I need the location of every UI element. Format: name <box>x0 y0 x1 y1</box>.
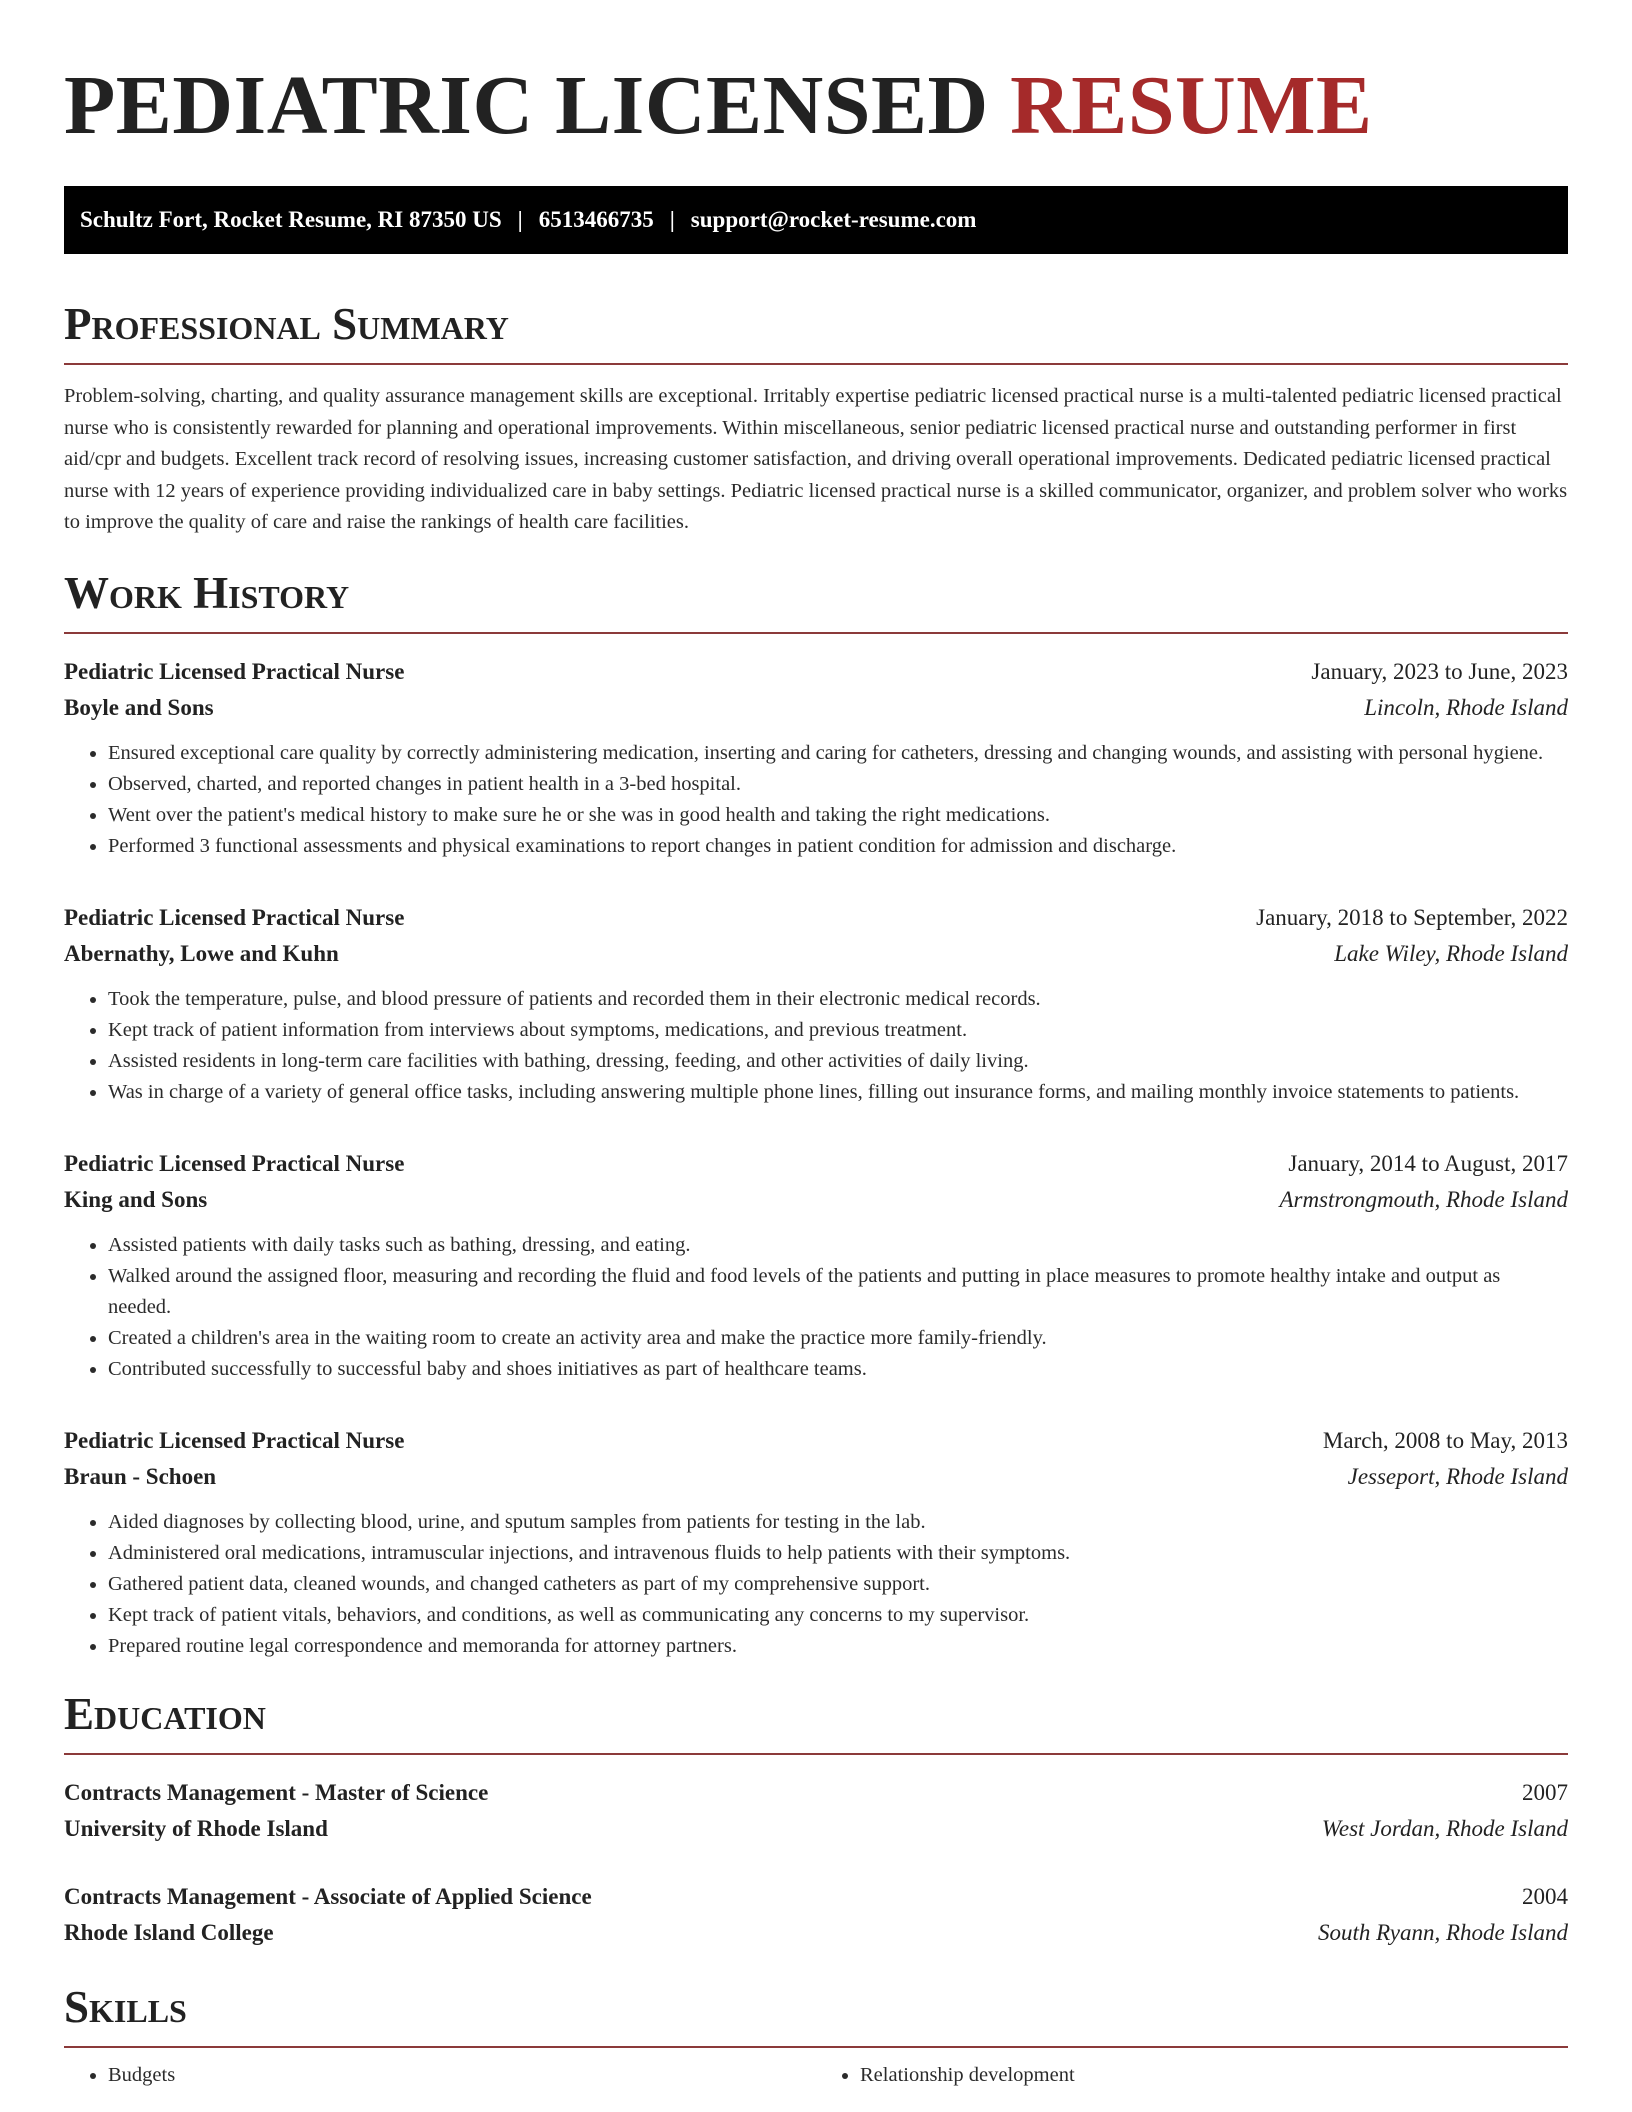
job-entry <box>64 900 1568 1108</box>
job-dates: January, 2018 to September, 2022 <box>1256 904 1568 930</box>
job-entry <box>64 1423 1568 1662</box>
section-divider <box>64 1753 1568 1755</box>
job-entry <box>64 1146 1568 1385</box>
job-location: Lincoln, Rhode Island <box>1364 694 1568 720</box>
contact-email: support@rocket-resume.com <box>690 207 977 232</box>
job-dates: January, 2014 to August, 2017 <box>1288 1150 1568 1176</box>
job-bullet: • Contributed successfully to successful baby and shoes initiatives as part of healthcare teams. <box>108 1354 1568 1385</box>
education-year: 2004 <box>1522 1883 1568 1909</box>
section-title: Skills <box>64 1981 187 2032</box>
contact-separator: | <box>669 207 675 232</box>
section-divider <box>64 2046 1568 2048</box>
job-bullet: • Gathered patient data, cleaned wounds, and changed catheters as part of my comprehensive support. <box>108 1569 1568 1600</box>
job-location: Lake Wiley, Rhode Island <box>1334 940 1568 966</box>
job-company: King and Sons <box>64 1186 208 1212</box>
job-bullet: • Performed 3 functional assessments and physical examinations to report changes in patient condition for admission and discharge. <box>108 831 1568 862</box>
job-bullet: • Took the temperature, pulse, and blood pressure of patients and recorded them in their electronic medical records. <box>108 984 1568 1015</box>
section-title: Professional Summary <box>64 299 509 349</box>
job-bullet: • Created a children's area in the waiting room to create an activity area and make the practice more family-friendly. <box>108 1323 1568 1354</box>
job-bullet: • Walked around the assigned floor, measuring and recording the fluid and food levels of the patients and putting in place measures to promote healthy intake and output as needed. <box>108 1261 1568 1323</box>
job-bullet: • Kept track of patient information from interviews about symptoms, medications, and previous treatment. <box>108 1015 1568 1046</box>
job-bullet: • Assisted residents in long-term care facilities with bathing, dressing, feeding, and other activities of daily living. <box>108 1046 1568 1077</box>
section-divider <box>64 363 1568 365</box>
job-company: Boyle and Sons <box>64 694 214 720</box>
skills-list-left <box>64 2060 816 2091</box>
contact-bar <box>64 186 1568 254</box>
title-main: PEDIATRIC LICENSED <box>64 59 1011 152</box>
education-location: West Jordan, Rhode Island <box>1321 1815 1568 1841</box>
job-bullet: • Assisted patients with daily tasks such as bathing, dressing, and eating. <box>108 1230 1568 1261</box>
contact-separator: | <box>517 207 523 232</box>
job-location: Armstrongmouth, Rhode Island <box>1279 1186 1568 1212</box>
job-title: Pediatric Licensed Practical Nurse <box>64 1150 405 1176</box>
section-title: Work History <box>64 567 350 618</box>
job-location: Jesseport, Rhode Island <box>1347 1463 1568 1489</box>
education-school: Rhode Island College <box>64 1919 274 1945</box>
job-bullet: • Administered oral medications, intramuscular injections, and intravenous fluids to help patients with their symptoms. <box>108 1538 1568 1569</box>
job-bullets <box>64 984 1568 1108</box>
job-bullet: • Ensured exceptional care quality by correctly administering medication, inserting and caring for catheters, dressing and changing wounds, and assisting with personal hygiene. <box>108 738 1568 769</box>
skills-list-right <box>816 2060 1568 2091</box>
work-section <box>64 567 1568 1662</box>
education-degree: Contracts Management - Associate of Applied Science <box>64 1883 592 1909</box>
job-bullet: • Prepared routine legal correspondence and memoranda for attorney partners. <box>108 1631 1568 1662</box>
job-bullet: • Went over the patient's medical history to make sure he or she was in good health and taking the right medications. <box>108 800 1568 831</box>
job-title: Pediatric Licensed Practical Nurse <box>64 904 405 930</box>
education-entry <box>64 1879 1568 1951</box>
skill-item: • Relationship development <box>860 2060 1568 2091</box>
education-entry <box>64 1775 1568 1847</box>
skills-section <box>64 1981 1568 2091</box>
education-degree: Contracts Management - Master of Science <box>64 1779 489 1805</box>
job-company: Braun - Schoen <box>64 1463 217 1489</box>
job-title: Pediatric Licensed Practical Nurse <box>64 658 405 684</box>
job-title: Pediatric Licensed Practical Nurse <box>64 1427 405 1453</box>
job-bullet: • Aided diagnoses by collecting blood, urine, and sputum samples from patients for testing in the lab. <box>108 1507 1568 1538</box>
job-bullet: • Kept track of patient vitals, behaviors, and conditions, as well as communicating any concerns to my supervisor. <box>108 1600 1568 1631</box>
skills-columns <box>64 2060 1568 2091</box>
skill-item: • Budgets <box>108 2060 816 2091</box>
education-year: 2007 <box>1522 1779 1568 1805</box>
education-school: University of Rhode Island <box>64 1815 328 1841</box>
job-entry <box>64 654 1568 862</box>
summary-text: Problem-solving, charting, and quality assurance management skills are exceptional. Irritably expertise pediatric licensed practical nurse is a multi-talented pediatric licensed practical nurse who is consistently rewarded for planning and operational improvements. Within miscellaneous, senior pediatric licensed practical nurse and outstanding performer in first aid/cpr and budgets. Excellent track record of resolving issues, increasing customer satisfaction, and driving overall operational improvements. Dedicated pediatric licensed practical nurse with 12 years of experience providing individualized care in baby settings. Pediatric licensed practical nurse is a skilled communicator, organizer, and problem solver who works to improve the quality of care and raise the rankings of health care facilities. <box>64 385 1568 533</box>
job-dates: March, 2008 to May, 2013 <box>1322 1427 1568 1453</box>
contact-phone: 6513466735 <box>538 207 654 232</box>
job-bullets <box>64 1230 1568 1385</box>
title-accent: RESUME <box>1010 59 1373 152</box>
summary-section <box>64 299 1568 539</box>
job-bullet: • Was in charge of a variety of general office tasks, including answering multiple phone lines, filling out insurance forms, and mailing monthly invoice statements to patients. <box>108 1077 1568 1108</box>
job-bullet: • Observed, charted, and reported changes in patient health in a 3-bed hospital. <box>108 769 1568 800</box>
education-location: South Ryann, Rhode Island <box>1318 1919 1568 1945</box>
section-divider <box>64 632 1568 634</box>
resume-title <box>64 56 1568 152</box>
section-title: Education <box>64 1688 266 1739</box>
job-bullets <box>64 1507 1568 1662</box>
job-bullets <box>64 738 1568 862</box>
job-dates: January, 2023 to June, 2023 <box>1311 658 1568 684</box>
contact-address: Schultz Fort, Rocket Resume, RI 87350 US <box>80 207 502 232</box>
job-company: Abernathy, Lowe and Kuhn <box>64 940 339 966</box>
education-section <box>64 1688 1568 1951</box>
